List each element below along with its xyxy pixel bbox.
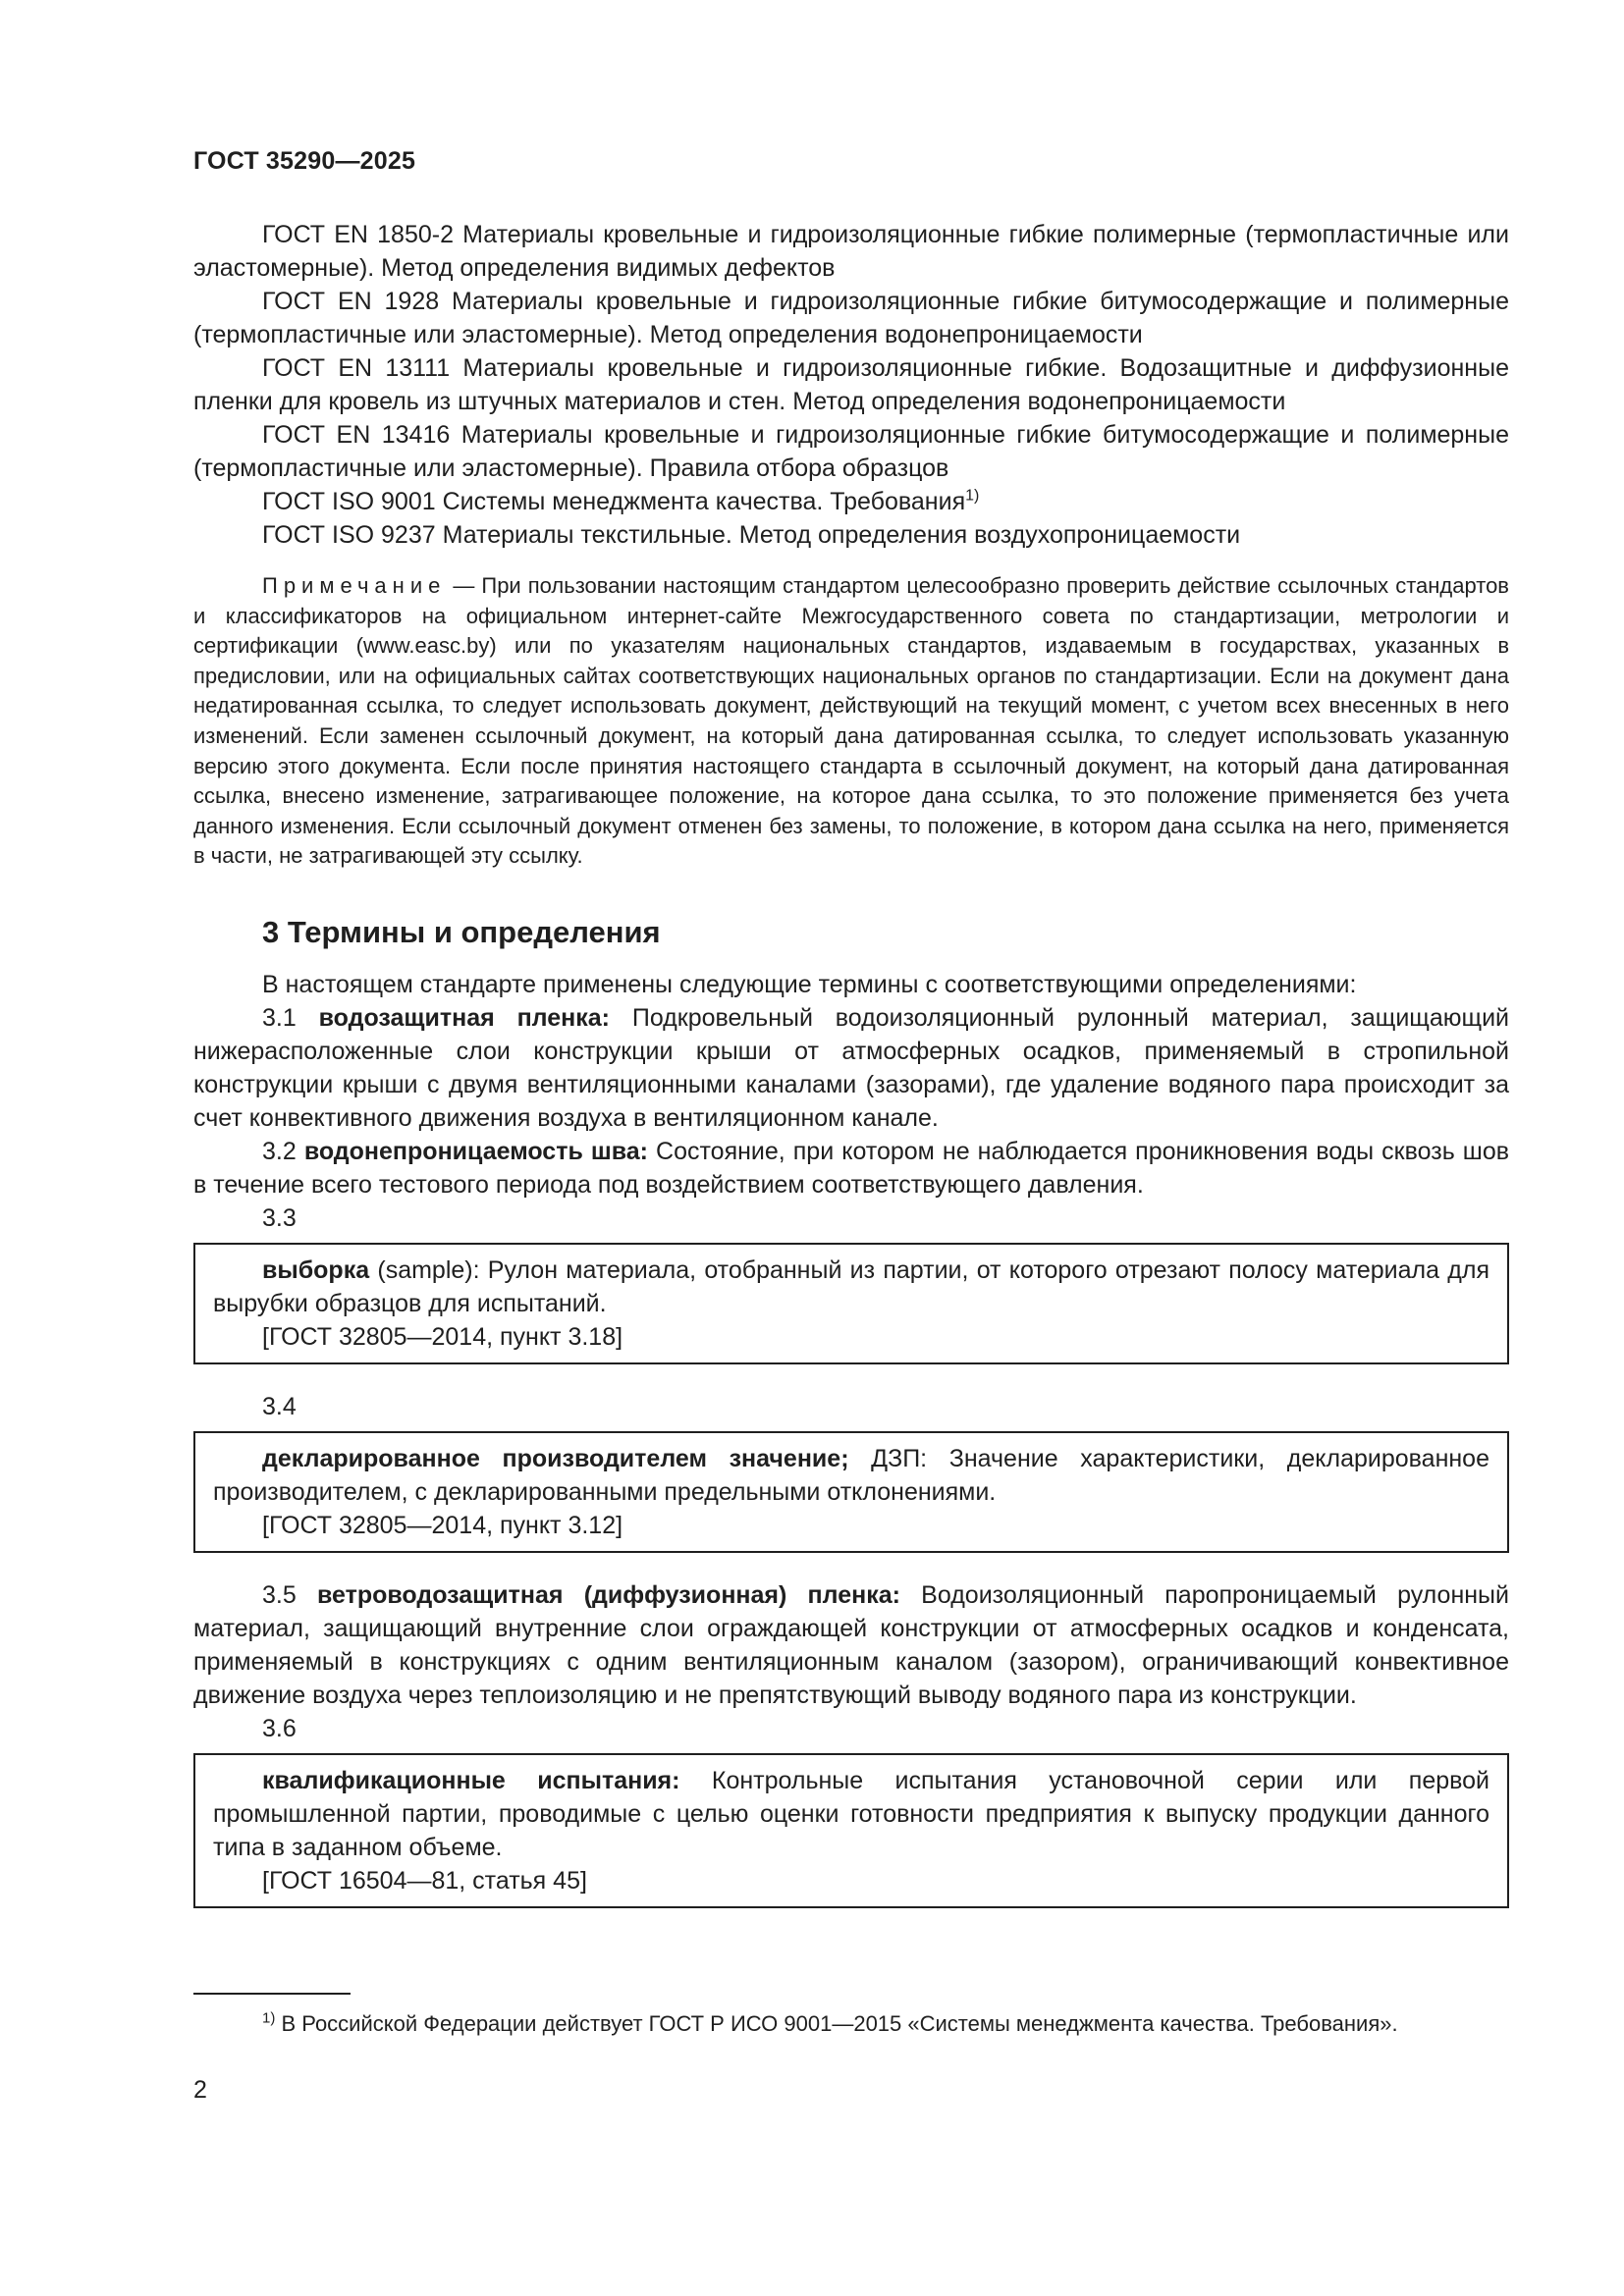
term-3-2	[193, 1135, 1509, 1201]
term-3-3-box	[193, 1243, 1509, 1364]
term-3-3	[213, 1254, 1489, 1320]
footnote-separator	[193, 1993, 351, 1995]
term-definition: ДЗП: Значение характеристики, декларированное производителем, с декларированными предельными отклонениями.	[213, 1444, 1489, 1506]
reference-item: ГОСТ EN 13111 Материалы кровельные и гидроизоляционные гибкие. Водозащитные и диффузионные пленки для кровель из штучных материалов и стен. Метод определения водонепроницаемости	[193, 354, 1509, 415]
note-label: Примечание	[262, 573, 447, 598]
term-definition: Водоизоляционный паропроницаемый рулонный материал, защищающий внутренние слои ограждающей конструкции от атмосферных осадков и конденсата, применяемый в конструкциях с одним вентиляционным каналом (зазором), ограничивающий конвективное движение воздуха через теплоизоляцию и не препятствующий выводу водяного пара из конструкции.	[193, 1580, 1509, 1709]
reference-text: ГОСТ ISO 9001 Системы менеджмента качества. Требования	[262, 488, 966, 515]
term-number: 3.5	[262, 1580, 317, 1609]
term-name: водонепроницаемость шва:	[303, 1137, 648, 1165]
term-source-reference: [ГОСТ 16504—81, статья 45]	[262, 1866, 587, 1895]
term-3-4	[213, 1442, 1489, 1509]
footnote-text: В Российской Федерации действует ГОСТ Р ИСО 9001—2015 «Системы менеджмента качества. Требования».	[275, 2011, 1398, 2036]
term-definition: Контрольные испытания установочной серии или первой промышленной партии, проводимые с целью оценки готовности предприятия к выпуску продукции данного типа в заданном объеме.	[213, 1766, 1490, 1861]
term-name: декларированное производителем значение;	[262, 1444, 849, 1472]
section-intro: В настоящем стандарте применены следующие термины с соответствующими определениями:	[262, 970, 1357, 998]
term-definition: Состояние, при котором не наблюдается проникновения воды сквозь шов в течение всего тестового периода под воздействием соответствующего давления.	[193, 1137, 1510, 1199]
term-3-1	[193, 1001, 1509, 1135]
term-number: 3.1	[262, 1003, 319, 1032]
document-header: ГОСТ 35290—2025	[193, 147, 416, 175]
footnote-mark: 1)	[262, 2009, 276, 2027]
term-number: 3.3	[262, 1203, 297, 1232]
term-3-6-box	[193, 1753, 1509, 1908]
term-source-reference: [ГОСТ 32805—2014, пункт 3.12]	[262, 1511, 623, 1539]
term-3-4-box	[193, 1431, 1509, 1553]
reference-item	[193, 485, 1509, 518]
footnote-marker[interactable]: 1)	[965, 487, 980, 505]
term-3-6	[213, 1764, 1489, 1864]
term-number: 3.4	[262, 1392, 297, 1420]
term-name: выборка	[262, 1255, 370, 1284]
page-number: 2	[193, 2076, 207, 2104]
term-definition: (sample): Рулон материала, отобранный из партии, от которого отрезают полосу материала для вырубки образцов для испытаний.	[213, 1255, 1489, 1317]
term-definition: Подкровельный водоизоляционный рулонный материал, защищающий нижерасположенные слои конструкции крыши от атмосферных осадков, применяемый в стропильной конструкции крыши с двумя вентиляционными каналами (зазорами), где удаление водяного пара происходит за счет конвективного движения воздуха в вентиляционном канале.	[193, 1003, 1510, 1132]
term-3-5	[193, 1578, 1509, 1712]
footnote	[193, 2009, 1509, 2039]
term-number: 3.2	[262, 1137, 304, 1165]
term-source-reference: [ГОСТ 32805—2014, пункт 3.18]	[262, 1322, 623, 1351]
page-content	[193, 218, 1509, 1916]
term-name: ветроводозащитная (диффузионная) пленка:	[316, 1580, 900, 1609]
reference-item: ГОСТ EN 1850-2 Материалы кровельные и гидроизоляционные гибкие полимерные (термопластичные или эластомерные). Метод определения видимых дефектов	[193, 221, 1509, 282]
note-text: — При пользовании настоящим стандартом целесообразно проверить действие ссылочных стандартов и классификаторов на официальном интернет-сайте Межгосударственного совета по стандартизации, метрологии и сертификации (www.easc.by) или по указателям национальных стандартов, издаваемым в государствах, указанных в предисловии, или на официальных сайтах соответствующих национальных органов по стандартизации. Если на документ дана недатированная ссылка, то следует использовать документ, действующий на текущий момент, с учетом всех внесенных в него изменений. Если заменен ссылочный документ, на который дана датированная ссылка, то следует использовать указанную версию этого документа. Если после принятия настоящего стандарта в ссылочный документ, на который дана датированная ссылка, внесено изменение, затрагивающее положение, на которое дана ссылка, то это положение применяется без учета данного изменения. Если ссылочный документ отменен без замены, то положение, в котором дана ссылка на него, применяется в части, не затрагивающей эту ссылку.	[193, 573, 1509, 869]
normative-references-list	[193, 218, 1509, 552]
note-paragraph	[193, 571, 1509, 872]
reference-item: ГОСТ ISO 9237 Материалы текстильные. Метод определения воздухопроницаемости	[262, 521, 1241, 549]
term-name: водозащитная пленка:	[318, 1003, 610, 1032]
term-name: квалификационные испытания:	[262, 1766, 680, 1794]
term-number: 3.6	[262, 1714, 297, 1742]
section-title: 3 Термины и определения	[262, 914, 661, 949]
reference-item: ГОСТ EN 1928 Материалы кровельные и гидроизоляционные гибкие битумосодержащие и полимерные (термопластичные или эластомерные). Метод определения водонепроницаемости	[193, 288, 1509, 348]
reference-item: ГОСТ EN 13416 Материалы кровельные и гидроизоляционные гибкие битумосодержащие и полимерные (термопластичные или эластомерные). Правила отбора образцов	[193, 421, 1509, 482]
